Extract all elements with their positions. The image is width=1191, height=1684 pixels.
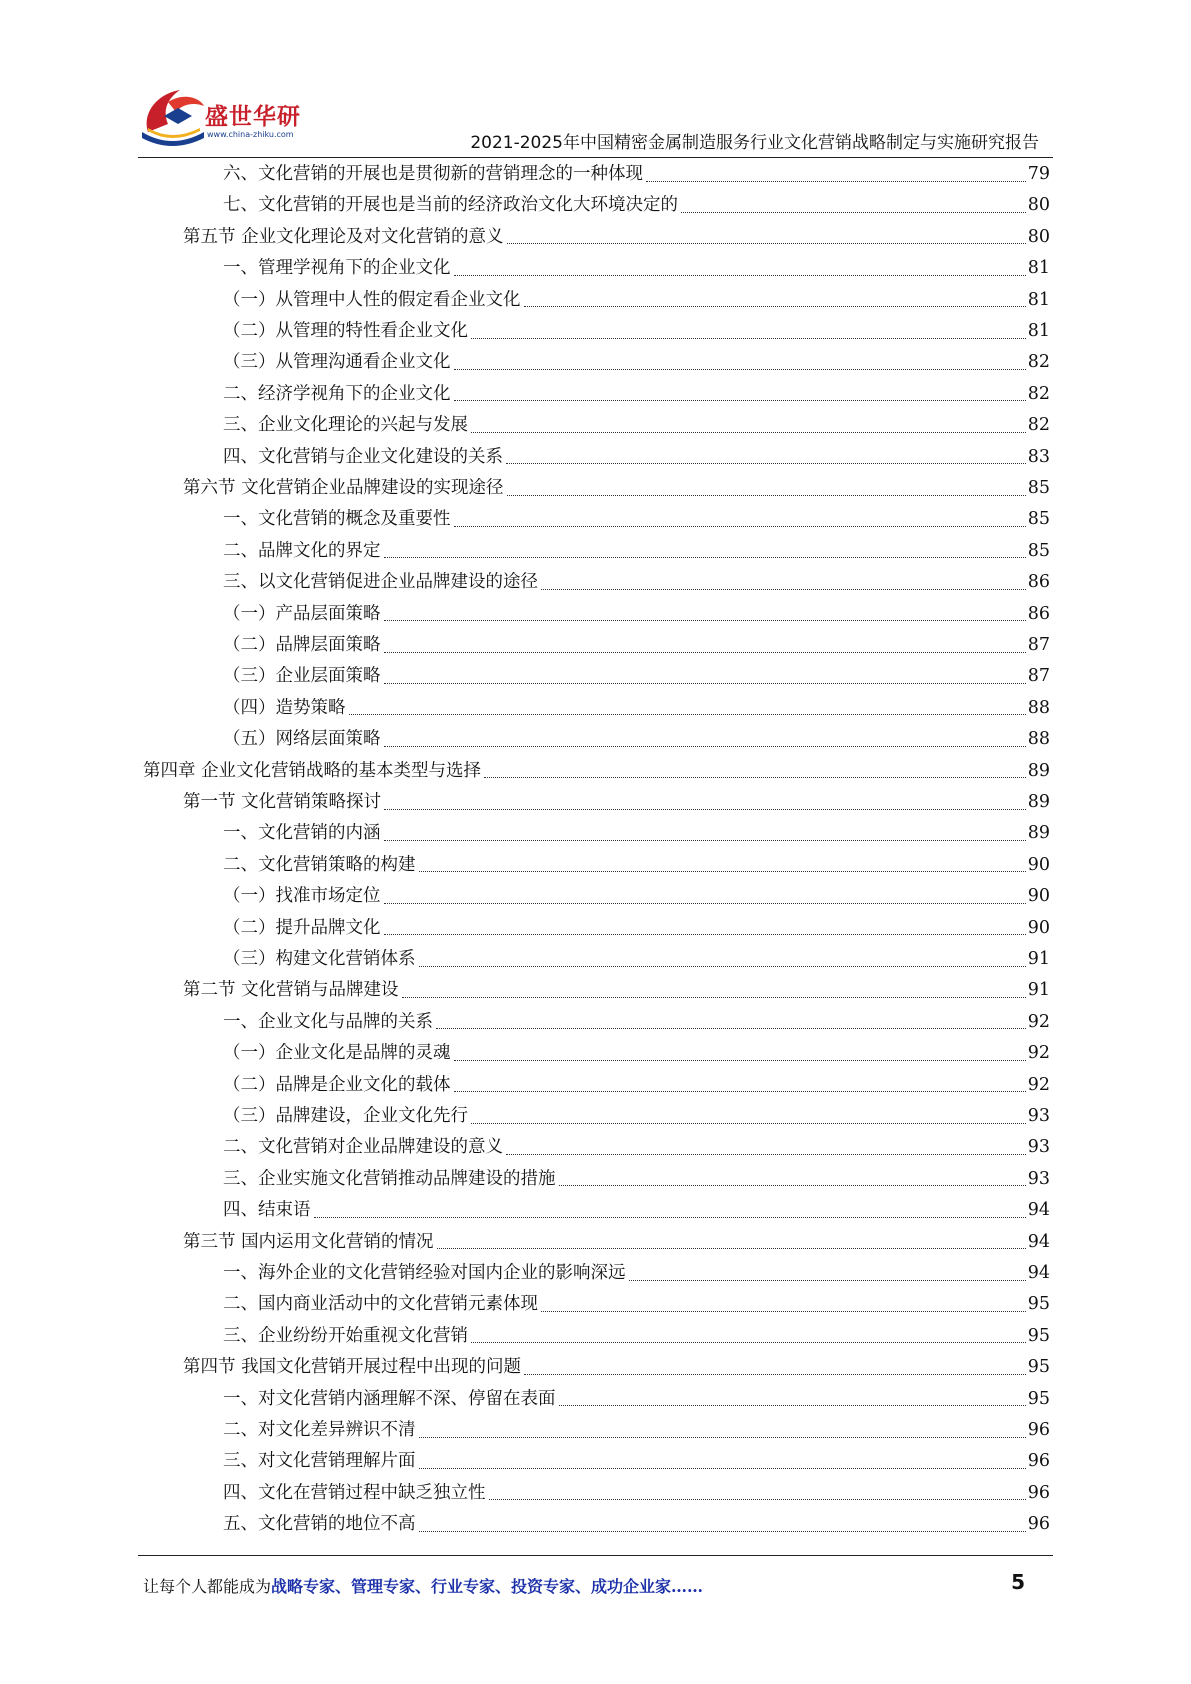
footer-slogan-prefix: 让每个人都能成为 [143, 1577, 272, 1596]
toc-entry[interactable] [223, 881, 1050, 912]
report-title: 2021-2025年中国精密金属制造服务行业文化营销战略制定与实施研究报告 [470, 133, 1039, 153]
toc-entry[interactable] [223, 347, 1050, 378]
toc-entry-page: 93 [1027, 1137, 1050, 1158]
logo-url: www.china-zhiku.com [207, 130, 294, 139]
toc-dot-leader [384, 651, 1026, 653]
toc-entry-label: 一、海外企业的文化营销经验对国内企业的影响深远 [223, 1263, 626, 1283]
toc-entry-page: 87 [1027, 635, 1050, 655]
toc-entry[interactable] [183, 787, 1050, 818]
toc-dot-leader [419, 1436, 1026, 1438]
toc-entry-page: 86 [1027, 572, 1050, 593]
toc-entry-label: 第二节 文化营销与品牌建设 [183, 980, 399, 1001]
toc-dot-leader [506, 462, 1026, 464]
toc-dot-leader [629, 1279, 1026, 1281]
toc-dot-leader [436, 1027, 1026, 1029]
toc-entry[interactable] [223, 599, 1050, 630]
toc-entry-page: 81 [1027, 289, 1050, 310]
toc-entry-page: 82 [1027, 383, 1050, 404]
toc-entry[interactable] [223, 1070, 1050, 1101]
toc-dot-leader [419, 965, 1026, 967]
toc-entry-label: 三、对文化营销理解片面 [223, 1451, 416, 1472]
toc-entry-page: 96 [1027, 1420, 1050, 1440]
toc-entry[interactable] [223, 379, 1050, 410]
toc-entry[interactable] [223, 159, 1050, 190]
toc-entry-label: 二、品牌文化的界定 [223, 540, 381, 561]
toc-entry[interactable] [223, 630, 1050, 661]
toc-entry-label: 一、对文化营销内涵理解不深、停留在表面 [223, 1388, 556, 1409]
toc-entry-page: 83 [1027, 446, 1050, 467]
toc-dot-leader [454, 1090, 1026, 1092]
toc-entry-page: 93 [1027, 1106, 1050, 1126]
toc-dot-leader [454, 274, 1026, 276]
toc-entry[interactable] [223, 1258, 1050, 1289]
toc-entry-page: 91 [1027, 949, 1050, 969]
toc-entry-page: 85 [1027, 540, 1050, 561]
toc-entry-page: 88 [1027, 729, 1050, 750]
toc-entry-page: 91 [1027, 980, 1050, 1001]
toc-entry[interactable] [223, 1289, 1050, 1320]
toc-dot-leader [384, 745, 1026, 747]
toc-entry[interactable] [223, 1446, 1050, 1477]
toc-dot-leader [454, 368, 1026, 370]
toc-entry-label: 第四章 企业文化营销战略的基本类型与选择 [143, 760, 482, 781]
toc-dot-leader [384, 933, 1026, 935]
toc-entry-page: 80 [1027, 195, 1050, 216]
toc-dot-leader [524, 305, 1026, 307]
toc-entry[interactable] [223, 1415, 1050, 1446]
toc-entry-page: 94 [1027, 1231, 1050, 1252]
toc-dot-leader [471, 1341, 1026, 1343]
toc-entry-label: （二）品牌是企业文化的载体 [223, 1074, 451, 1095]
toc-entry-label: 二、文化营销策略的构建 [223, 854, 416, 875]
toc-entry[interactable] [183, 1352, 1050, 1383]
toc-entry[interactable] [223, 316, 1050, 347]
toc-entry-label: （一）产品层面策略 [223, 603, 381, 624]
toc-entry-page: 90 [1027, 854, 1050, 875]
toc-entry-label: 二、国内商业活动中的文化营销元素体现 [223, 1294, 538, 1315]
toc-entry-label: 四、结束语 [223, 1200, 311, 1221]
toc-entry-label: 三、以文化营销促进企业品牌建设的途径 [223, 572, 538, 593]
toc-entry-label: 二、文化营销对企业品牌建设的意义 [223, 1137, 503, 1158]
toc-entry-label: 一、文化营销的内涵 [223, 823, 381, 844]
toc-entry-label: 五、文化营销的地位不高 [223, 1514, 416, 1535]
toc-entry-label: 第四节 我国文化营销开展过程中出现的问题 [183, 1357, 522, 1378]
toc-dot-leader [484, 776, 1026, 778]
toc-entry-label: （五）网络层面策略 [223, 729, 381, 750]
toc-entry-page: 89 [1027, 823, 1050, 844]
toc-entry-label: 第六节 文化营销企业品牌建设的实现途径 [183, 478, 504, 498]
toc-entry-label: 三、企业纷纷开始重视文化营销 [223, 1325, 468, 1346]
footer-divider [138, 1555, 1053, 1556]
toc-dot-leader [454, 1059, 1026, 1061]
header-divider [138, 157, 1053, 158]
toc-dot-leader [541, 588, 1026, 590]
toc-entry-label: 一、企业文化与品牌的关系 [223, 1011, 433, 1032]
toc-entry-label: （一）企业文化是品牌的灵魂 [223, 1043, 451, 1064]
toc-entry-label: 六、文化营销的开展也是贯彻新的营销理念的一种体现 [223, 164, 643, 184]
toc-entry-page: 82 [1027, 415, 1050, 436]
toc-dot-leader [471, 337, 1026, 339]
toc-entry-page: 89 [1027, 760, 1050, 781]
toc-entry[interactable] [223, 850, 1050, 881]
toc-entry[interactable] [223, 1164, 1050, 1195]
toc-entry[interactable] [223, 1478, 1050, 1509]
toc-entry[interactable] [223, 504, 1050, 535]
footer-slogan-highlight: 战略专家、管理专家、行业专家、投资专家、成功企业家…… [271, 1577, 704, 1596]
toc-dot-leader [559, 1184, 1026, 1186]
toc-entry-label: （三）构建文化营销体系 [223, 949, 416, 969]
toc-entry[interactable] [223, 1321, 1050, 1352]
toc-dot-leader [384, 839, 1026, 841]
toc-entry-label: （三）从管理沟通看企业文化 [223, 352, 451, 373]
toc-entry-page: 96 [1027, 1451, 1050, 1472]
toc-entry[interactable] [223, 913, 1050, 944]
toc-entry-label: 第一节 文化营销策略探讨 [183, 792, 382, 812]
toc-entry-label: （一）找准市场定位 [223, 886, 381, 907]
toc-entry-page: 95 [1027, 1388, 1050, 1409]
toc-entry-page: 87 [1027, 666, 1050, 687]
toc-dot-leader [454, 525, 1026, 527]
toc-entry-page: 92 [1027, 1011, 1050, 1032]
toc-dot-leader [524, 1373, 1026, 1375]
toc-dot-leader [384, 682, 1026, 684]
toc-entry[interactable] [223, 567, 1050, 598]
toc-dot-leader [646, 180, 1026, 182]
toc-entry-page: 89 [1027, 792, 1050, 812]
toc-entry-page: 81 [1027, 321, 1050, 341]
toc-entry[interactable] [223, 693, 1050, 724]
toc-entry[interactable] [223, 944, 1050, 975]
toc-entry-label: 第五节 企业文化理论及对文化营销的意义 [183, 226, 504, 247]
toc-dot-leader [507, 494, 1026, 496]
toc-dot-leader [349, 713, 1026, 715]
toc-entry[interactable] [223, 536, 1050, 567]
toc-dot-leader [489, 1498, 1026, 1500]
toc-entry-label: 四、文化在营销过程中缺乏独立性 [223, 1482, 486, 1503]
toc-entry-page: 82 [1027, 352, 1050, 373]
toc-entry[interactable] [223, 724, 1050, 755]
toc-entry-label: （三）企业层面策略 [223, 666, 381, 687]
toc-entry[interactable] [223, 190, 1050, 221]
toc-entry-label: 二、经济学视角下的企业文化 [223, 383, 451, 404]
toc-dot-leader [471, 1122, 1026, 1124]
toc-dot-leader [384, 902, 1026, 904]
toc-entry[interactable] [223, 1195, 1050, 1226]
toc-entry-page: 94 [1027, 1200, 1050, 1221]
toc-entry[interactable] [223, 818, 1050, 849]
page-number: 5 [1011, 1570, 1025, 1594]
toc-entry-page: 95 [1027, 1325, 1050, 1346]
toc-entry-page: 92 [1027, 1043, 1050, 1064]
toc-entry[interactable] [223, 1038, 1050, 1069]
toc-dot-leader [419, 1467, 1026, 1469]
toc-entry-page: 96 [1027, 1482, 1050, 1503]
toc-entry-label: 三、企业实施文化营销推动品牌建设的措施 [223, 1168, 556, 1189]
footer-slogan [143, 1574, 703, 1597]
toc-dot-leader [541, 1310, 1026, 1312]
toc-entry-page: 95 [1027, 1357, 1050, 1378]
toc-entry-page: 80 [1027, 226, 1050, 247]
toc-entry[interactable] [223, 1509, 1050, 1540]
toc-entry[interactable] [183, 975, 1050, 1006]
toc-dot-leader [314, 1216, 1026, 1218]
toc-dot-leader [402, 996, 1026, 998]
toc-entry-page: 93 [1027, 1168, 1050, 1189]
toc-entry-page: 90 [1027, 917, 1050, 938]
toc-entry-page: 95 [1027, 1294, 1050, 1315]
toc-entry-label: 二、对文化差异辨识不清 [223, 1420, 416, 1440]
toc-dot-leader [419, 1530, 1026, 1532]
toc-entry-page: 96 [1027, 1514, 1050, 1535]
toc-entry[interactable] [223, 1101, 1050, 1132]
toc-entry-label: （三）品牌建设，企业文化先行 [223, 1106, 468, 1126]
toc-dot-leader [506, 1153, 1026, 1155]
toc-entry[interactable] [223, 1132, 1050, 1163]
toc-entry-page: 81 [1027, 258, 1050, 279]
toc-entry[interactable] [223, 661, 1050, 692]
toc-entry-label: （二）从管理的特性看企业文化 [223, 321, 468, 341]
toc-entry-label: （四）造势策略 [223, 697, 346, 718]
toc-entry[interactable] [183, 1227, 1050, 1258]
toc-entry[interactable] [223, 1384, 1050, 1415]
toc-entry-page: 85 [1027, 478, 1050, 498]
toc-entry-label: （二）品牌层面策略 [223, 635, 381, 655]
toc-dot-leader [437, 1247, 1026, 1249]
toc-entry-page: 88 [1027, 697, 1050, 718]
toc-dot-leader [384, 808, 1026, 810]
toc-entry[interactable] [223, 285, 1050, 316]
toc-entry-page: 92 [1027, 1074, 1050, 1095]
toc-entry-label: 四、文化营销与企业文化建设的关系 [223, 446, 503, 467]
toc-entry-label: 第三节 国内运用文化营销的情况 [183, 1231, 434, 1252]
toc-entry[interactable] [223, 442, 1050, 473]
toc-entry-page: 94 [1027, 1263, 1050, 1283]
toc-entry-page: 79 [1027, 164, 1050, 184]
toc-entry-page: 90 [1027, 886, 1050, 907]
toc-dot-leader [419, 870, 1026, 872]
toc-entry[interactable] [143, 756, 1050, 787]
toc-entry-label: 七、文化营销的开展也是当前的经济政治文化大环境决定的 [223, 195, 678, 216]
toc-entry-label: （一）从管理中人性的假定看企业文化 [223, 289, 521, 310]
toc-dot-leader [454, 399, 1026, 401]
toc-dot-leader [559, 1404, 1026, 1406]
toc-dot-leader [507, 242, 1026, 244]
toc-entry[interactable] [223, 253, 1050, 284]
toc-dot-leader [471, 431, 1026, 433]
toc-entry-label: 一、管理学视角下的企业文化 [223, 258, 451, 279]
toc-dot-leader [681, 211, 1026, 213]
toc-entry[interactable] [223, 1007, 1050, 1038]
toc-entry-page: 86 [1027, 603, 1050, 624]
toc-entry[interactable] [223, 410, 1050, 441]
logo-title: 盛世华研 [205, 104, 301, 130]
toc-entry-label: 一、文化营销的概念及重要性 [223, 509, 451, 530]
toc-entry-page: 85 [1027, 509, 1050, 530]
toc-dot-leader [384, 556, 1026, 558]
toc-dot-leader [384, 619, 1026, 621]
toc-entry-label: 三、企业文化理论的兴起与发展 [223, 415, 468, 436]
toc-entry[interactable] [183, 222, 1050, 253]
toc-entry-label: （二）提升品牌文化 [223, 917, 381, 938]
toc-entry[interactable] [183, 473, 1050, 504]
